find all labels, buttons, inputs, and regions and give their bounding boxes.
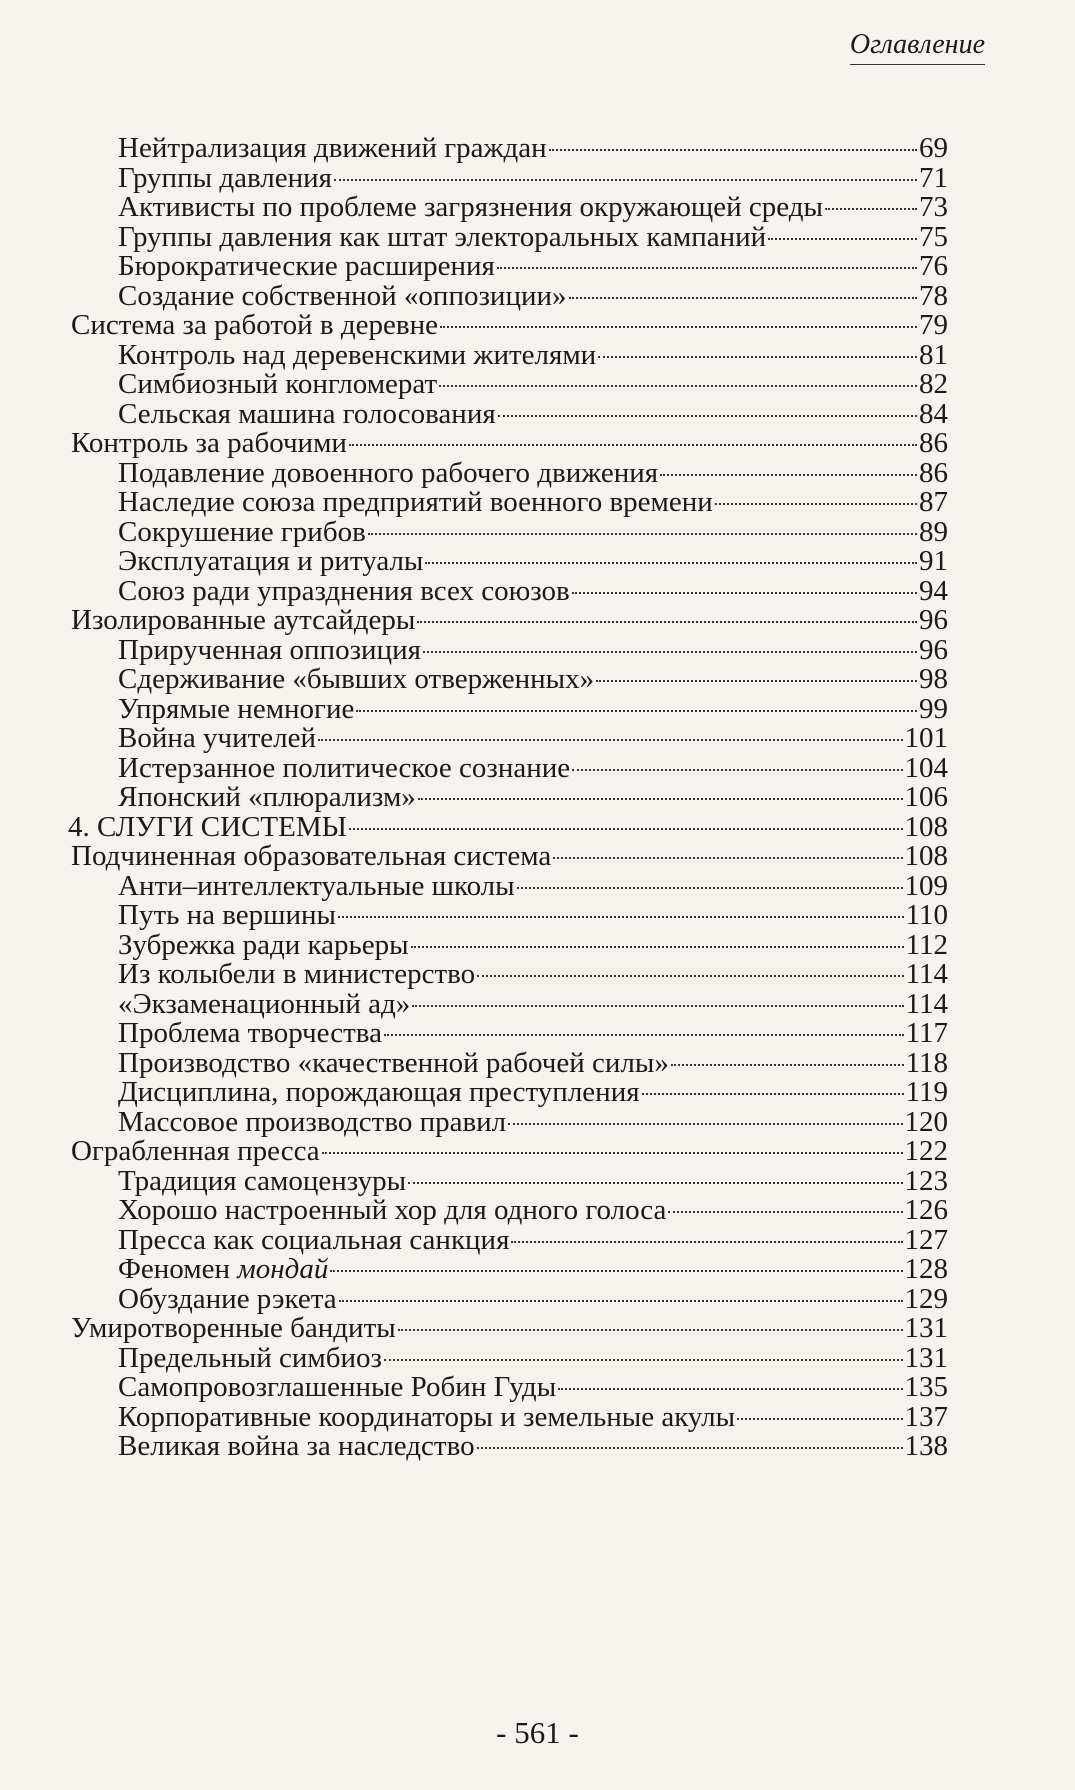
- dot-leader: [338, 916, 904, 918]
- toc-entry-page: 123: [904, 1164, 948, 1197]
- dot-leader: [322, 1152, 903, 1154]
- toc-entry-title-text: Японский «плюрализм»: [118, 781, 416, 813]
- dot-leader: [418, 798, 903, 800]
- dot-leader: [384, 1359, 902, 1361]
- toc-entry-title-text: Контроль за рабочими: [71, 427, 347, 459]
- toc-entry-title-text: Великая война за наследство: [118, 1430, 475, 1462]
- toc-entry-page: 129: [904, 1282, 948, 1315]
- toc-entry-page: 98: [919, 663, 948, 695]
- toc-entry-page: 94: [919, 574, 948, 607]
- toc-entry-title-text: Активисты по проблеме загрязнения окружающей среды: [118, 191, 823, 223]
- toc-entry-page: 117: [905, 1017, 948, 1049]
- dot-leader: [508, 1123, 902, 1125]
- toc-entry-title-text: Предельный симбиоз: [118, 1341, 383, 1374]
- dot-leader: [572, 769, 902, 771]
- toc-entry-title: [118, 1428, 475, 1464]
- toc-entry-page: 122: [904, 1135, 948, 1167]
- toc-entry-page: 108: [904, 840, 948, 872]
- dot-leader: [349, 444, 917, 446]
- toc-entry-page: 114: [905, 958, 948, 990]
- toc-entry-page: 118: [905, 1046, 948, 1079]
- toc-entry-title-text: Проблема творчества: [118, 1017, 382, 1049]
- toc-entry-title-text: Умиротворенные бандиты: [71, 1312, 396, 1344]
- toc-entry-page: 137: [904, 1400, 948, 1433]
- dot-leader: [417, 621, 917, 623]
- toc-entry-title-text: Подавление довоенного рабочего движения: [118, 456, 659, 489]
- toc-entry-page: 101: [904, 722, 948, 754]
- toc-entry-title-text: Анти–интеллектуальные школы: [118, 869, 515, 902]
- toc-entry-title-text: Война учителей: [118, 722, 317, 754]
- toc-entry-page: 82: [919, 368, 948, 400]
- dot-leader: [825, 208, 917, 210]
- dot-leader: [423, 651, 917, 653]
- running-header: Оглавление: [850, 28, 985, 65]
- toc-entry-page: 119: [905, 1076, 948, 1108]
- dot-leader: [596, 680, 917, 682]
- dot-leader: [642, 1093, 904, 1095]
- toc-entry-page: 106: [904, 781, 948, 813]
- dot-leader: [334, 179, 917, 181]
- toc-entry-page: 75: [919, 220, 948, 253]
- toc-entry-page: 131: [904, 1341, 948, 1374]
- toc-entry-page: 128: [904, 1253, 948, 1285]
- dot-leader: [497, 267, 917, 269]
- dot-leader: [768, 238, 917, 240]
- dot-leader: [440, 326, 917, 328]
- toc-entry-title-text: Традиция самоцензуры: [118, 1164, 407, 1197]
- toc-entry-title-text: Нейтрализация движений граждан: [118, 132, 547, 164]
- toc-entry-title-italic: мондай: [237, 1253, 329, 1285]
- dot-leader: [412, 1005, 903, 1007]
- toc-entry-title-text: Сокрушение грибов: [118, 515, 366, 548]
- dot-leader: [549, 149, 917, 151]
- toc-entry-title-text: Создание собственной «оппозиции»: [118, 279, 567, 312]
- page-number: - 561 -: [496, 1715, 579, 1750]
- toc-entry-title-text: Из колыбели в министерство: [118, 958, 476, 990]
- toc-entry-page: 91: [919, 545, 948, 577]
- toc-entry-page: 73: [919, 191, 948, 223]
- dot-leader: [408, 1182, 902, 1184]
- dot-leader: [671, 1064, 904, 1066]
- dot-leader: [715, 503, 917, 505]
- dot-leader: [349, 828, 903, 830]
- toc-entry-title-text: Союз ради упразднения всех союзов: [118, 574, 570, 607]
- toc-entry-title-text: Контроль над деревенскими жителями: [118, 338, 597, 371]
- toc-entry-page: 71: [919, 161, 948, 194]
- toc-entry-title-text: Сдерживание «бывших отверженных»: [118, 663, 595, 695]
- toc-entry-page: 87: [919, 486, 948, 518]
- toc-entry-page: 138: [904, 1430, 948, 1462]
- dot-leader: [558, 1388, 902, 1390]
- dot-leader: [477, 975, 903, 977]
- toc-entry-title-text: Истерзанное политическое сознание: [118, 751, 571, 784]
- toc-entry-title-text: Производство «качественной рабочей силы»: [118, 1046, 669, 1079]
- toc-entry-title-text: Самопровозглашенные Робин Гуды: [118, 1371, 557, 1403]
- toc-entry-page: 76: [919, 250, 948, 282]
- toc-entry-page: 69: [919, 132, 948, 164]
- dot-leader: [660, 474, 917, 476]
- toc-entry-title-text: Система за работой в деревне: [71, 309, 438, 341]
- toc-entry-title-text: Группы давления как штат электоральных кампаний: [118, 220, 767, 253]
- toc-entry-title-text: «Экзаменационный ад»: [118, 987, 411, 1020]
- toc-entry-title-text: Пресса как социальная санкция: [118, 1223, 510, 1256]
- toc-entry-title-text: Зубрежка ради карьеры: [118, 928, 409, 961]
- toc-entry-page: 110: [905, 899, 948, 931]
- toc-entry-title-text: Дисциплина, порождающая преступления: [118, 1076, 640, 1108]
- dot-leader: [425, 562, 917, 564]
- toc-entry-page: 135: [904, 1371, 948, 1403]
- dot-leader: [569, 297, 917, 299]
- dot-leader: [339, 1300, 903, 1302]
- toc-subsection: [118, 1428, 948, 1464]
- toc-entry-title-text: Корпоративные координаторы и земельные акулы: [118, 1400, 736, 1433]
- dot-leader: [737, 1418, 902, 1420]
- dot-leader: [411, 946, 904, 948]
- toc-entry-page: 89: [919, 515, 948, 548]
- toc-entry-page: 127: [904, 1223, 948, 1256]
- dot-leader: [368, 533, 917, 535]
- toc-entry-page: 86: [919, 427, 948, 459]
- toc-entry-page: 131: [904, 1312, 948, 1344]
- toc-entry-page: 108: [904, 810, 948, 843]
- toc-entry-page: 96: [919, 633, 948, 666]
- dot-leader: [356, 710, 917, 712]
- toc-entry-title-text: Путь на вершины: [118, 899, 336, 931]
- toc-entry-title-text: Обуздание рэкета: [118, 1282, 337, 1315]
- toc-entry-title-text: Подчиненная образовательная система: [71, 840, 552, 872]
- toc-entry-page: 81: [919, 338, 948, 371]
- toc-entry-title-text: Группы давления: [118, 161, 332, 194]
- toc-entry-title-text: Изолированные аутсайдеры: [71, 604, 416, 636]
- toc-entry-page: 86: [919, 456, 948, 489]
- dot-leader: [517, 887, 903, 889]
- toc-entry-title-text: 4. СЛУГИ СИСТЕМЫ: [68, 810, 347, 843]
- toc-entry-page: 96: [919, 604, 948, 636]
- toc-entry-page: 112: [905, 928, 948, 961]
- toc-entry-page: 126: [904, 1194, 948, 1226]
- dot-leader: [553, 857, 902, 859]
- dot-leader: [330, 1270, 902, 1272]
- toc-entry-page: 99: [919, 692, 948, 725]
- toc-entry-page: 79: [919, 309, 948, 341]
- dot-leader: [572, 592, 917, 594]
- toc-entry-title-text: Прирученная оппозиция: [118, 633, 421, 666]
- toc-entry-title-text: Наследие союза предприятий военного времени: [118, 486, 713, 518]
- toc-entry-title-text: Сельская машина голосования: [118, 397, 496, 430]
- toc-entry-page: 120: [904, 1105, 948, 1138]
- dot-leader: [318, 739, 902, 741]
- toc-entry-title-text: Эксплуатация и ритуалы: [118, 545, 424, 577]
- dot-leader: [668, 1211, 902, 1213]
- dot-leader: [511, 1241, 902, 1243]
- toc-entry-page: 104: [904, 751, 948, 784]
- toc-entry-title-text: Массовое производство правил: [118, 1105, 507, 1138]
- toc-entry-title-text: Ограбленная пресса: [71, 1135, 320, 1167]
- dot-leader: [598, 356, 917, 358]
- toc-entry-title-text: Симбиозный конгломерат: [118, 368, 438, 400]
- toc-entry-page: 114: [905, 987, 948, 1020]
- toc-entry-title-text: Бюрократические расширения: [118, 250, 495, 282]
- dot-leader: [439, 385, 917, 387]
- toc-entry-title-text: Хорошо настроенный хор для одного голоса: [118, 1194, 667, 1226]
- toc-entry-page: 109: [904, 869, 948, 902]
- dot-leader: [498, 415, 917, 417]
- dot-leader: [384, 1034, 904, 1036]
- toc-entry-page: 84: [919, 397, 948, 430]
- dot-leader: [398, 1329, 903, 1331]
- dot-leader: [477, 1447, 903, 1449]
- toc-entry-page: 78: [919, 279, 948, 312]
- toc-entry-title-text: Упрямые немногие: [118, 692, 355, 725]
- toc-entry-title-text: Феномен: [118, 1253, 238, 1285]
